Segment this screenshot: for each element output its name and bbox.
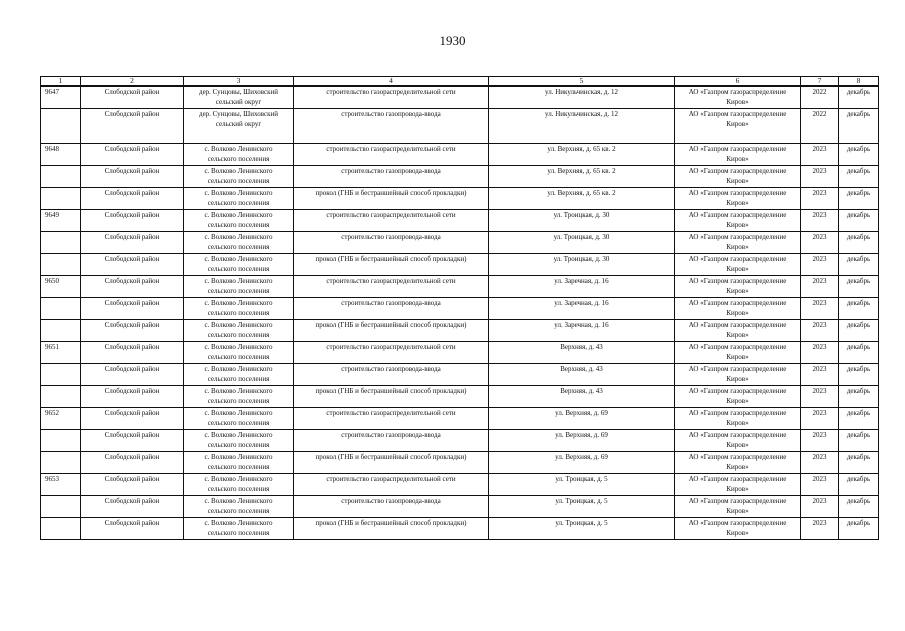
organization-line-1: АО «Газпром газораспределение [688, 431, 787, 439]
settlement-cell [184, 496, 294, 518]
record-number: 9648 [41, 144, 81, 166]
settlement-cell [184, 298, 294, 320]
organization-line-1: АО «Газпром газораспределение [688, 145, 787, 153]
month-cell: декабрь [839, 452, 879, 474]
settlement-line-1: с. Волково Ленинского [204, 497, 273, 505]
organization-line-1: АО «Газпром газораспределение [688, 211, 787, 219]
organization-cell [675, 320, 801, 342]
district-cell: Слободской район [81, 232, 184, 254]
month-cell: декабрь [839, 109, 879, 144]
settlement-line-1: с. Волково Ленинского [204, 431, 273, 439]
district-cell: Слободской район [81, 386, 184, 408]
organization-line-2: Киров» [726, 397, 749, 405]
settlement-line-1: с. Волково Ленинского [204, 255, 273, 263]
year-cell: 2023 [801, 496, 839, 518]
address-cell: ул. Троицкая, д. 5 [489, 474, 675, 496]
settlement-cell [184, 386, 294, 408]
settlement-line-1: с. Волково Ленинского [204, 387, 273, 395]
settlement-cell [184, 320, 294, 342]
work-type-cell: строительство газораспределительной сети [294, 276, 489, 298]
year-cell: 2023 [801, 276, 839, 298]
organization-line-2: Киров» [726, 287, 749, 295]
settlement-line-2: сельского поселения [207, 353, 270, 361]
month-cell: декабрь [839, 430, 879, 452]
year-cell: 2023 [801, 298, 839, 320]
settlement-cell [184, 452, 294, 474]
settlement-line-2: сельского поселения [207, 155, 270, 163]
column-number: 3 [184, 77, 294, 87]
column-number-header-row [41, 77, 879, 87]
organization-cell [675, 166, 801, 188]
organization-cell [675, 342, 801, 364]
settlement-cell [184, 188, 294, 210]
organization-line-2: Киров» [726, 375, 749, 383]
organization-line-1: АО «Газпром газораспределение [688, 299, 787, 307]
work-type-cell: строительство газораспределительной сети [294, 144, 489, 166]
table-row [41, 518, 879, 540]
settlement-line-1: с. Волково Ленинского [204, 475, 273, 483]
table-row [41, 166, 879, 188]
district-cell: Слободской район [81, 452, 184, 474]
organization-cell [675, 452, 801, 474]
year-cell: 2023 [801, 364, 839, 386]
work-type-cell: строительство газопровода-ввода [294, 298, 489, 320]
district-cell: Слободской район [81, 144, 184, 166]
organization-line-2: Киров» [726, 98, 749, 106]
work-type-cell: строительство газопровода-ввода [294, 109, 489, 144]
work-type-cell: строительство газопровода-ввода [294, 496, 489, 518]
address-cell: ул. Троицкая, д. 5 [489, 496, 675, 518]
organization-line-1: АО «Газпром газораспределение [688, 475, 787, 483]
settlement-line-2: сельского поселения [207, 507, 270, 515]
settlement-cell [184, 408, 294, 430]
month-cell: декабрь [839, 364, 879, 386]
record-number: 9647 [41, 86, 81, 109]
organization-line-2: Киров» [726, 441, 749, 449]
settlement-line-1: с. Волково Ленинского [204, 519, 273, 527]
address-cell: ул. Верхняя, д. 65 кв. 2 [489, 166, 675, 188]
record-number [41, 166, 81, 188]
settlement-line-2: сельского поселения [207, 199, 270, 207]
table-row [41, 298, 879, 320]
district-cell: Слободской район [81, 408, 184, 430]
column-number: 1 [41, 77, 81, 87]
table-row [41, 232, 879, 254]
column-number: 2 [81, 77, 184, 87]
record-number: 9652 [41, 408, 81, 430]
month-cell: декабрь [839, 188, 879, 210]
settlement-line-1: с. Волково Ленинского [204, 453, 273, 461]
settlement-line-2: сельского поселения [207, 397, 270, 405]
organization-cell [675, 210, 801, 232]
settlement-line-2: сельского поселения [207, 529, 270, 537]
record-number: 9651 [41, 342, 81, 364]
district-cell: Слободской район [81, 276, 184, 298]
table-row [41, 408, 879, 430]
settlement-line-2: сельского поселения [207, 177, 270, 185]
record-number [41, 109, 81, 144]
year-cell: 2023 [801, 210, 839, 232]
settlement-cell [184, 254, 294, 276]
settlement-line-1: с. Волково Ленинского [204, 167, 273, 175]
address-cell: ул. Верхняя, д. 65 кв. 2 [489, 144, 675, 166]
month-cell: декабрь [839, 320, 879, 342]
year-cell: 2023 [801, 430, 839, 452]
record-number: 9650 [41, 276, 81, 298]
district-cell: Слободской район [81, 298, 184, 320]
organization-cell [675, 430, 801, 452]
organization-line-2: Киров» [726, 331, 749, 339]
table-row [41, 144, 879, 166]
column-number: 7 [801, 77, 839, 87]
district-cell: Слободской район [81, 166, 184, 188]
work-type-cell: строительство газораспределительной сети [294, 86, 489, 109]
settlement-line-2: сельского поселения [207, 265, 270, 273]
record-number [41, 364, 81, 386]
record-number [41, 430, 81, 452]
district-cell: Слободской район [81, 86, 184, 109]
work-type-cell: прокол (ГНБ и бестраншейный способ прокладки) [294, 320, 489, 342]
table-row [41, 386, 879, 408]
year-cell: 2023 [801, 144, 839, 166]
year-cell: 2023 [801, 452, 839, 474]
table-row [41, 254, 879, 276]
table-body [41, 77, 879, 540]
work-type-cell: строительство газопровода-ввода [294, 232, 489, 254]
organization-line-1: АО «Газпром газораспределение [688, 189, 787, 197]
table-row [41, 452, 879, 474]
organization-line-2: Киров» [726, 243, 749, 251]
column-number: 5 [489, 77, 675, 87]
organization-line-1: АО «Газпром газораспределение [688, 277, 787, 285]
record-number [41, 232, 81, 254]
month-cell: декабрь [839, 298, 879, 320]
organization-cell [675, 408, 801, 430]
district-cell: Слободской район [81, 109, 184, 144]
organization-line-2: Киров» [726, 177, 749, 185]
month-cell: декабрь [839, 518, 879, 540]
work-type-cell: строительство газораспределительной сети [294, 408, 489, 430]
settlement-line-2: сельского поселения [207, 441, 270, 449]
settlement-line-1: дер. Сунцовы, Шиховский [199, 110, 278, 118]
address-cell: ул. Верхняя, д. 69 [489, 408, 675, 430]
organization-line-1: АО «Газпром газораспределение [688, 387, 787, 395]
table-row [41, 364, 879, 386]
year-cell: 2023 [801, 408, 839, 430]
organization-line-2: Киров» [726, 419, 749, 427]
record-number [41, 188, 81, 210]
organization-line-1: АО «Газпром газораспределение [688, 497, 787, 505]
year-cell: 2023 [801, 254, 839, 276]
address-cell: Верхняя, д. 43 [489, 342, 675, 364]
organization-line-1: АО «Газпром газораспределение [688, 233, 787, 241]
district-cell: Слободской район [81, 210, 184, 232]
year-cell: 2023 [801, 386, 839, 408]
record-number [41, 496, 81, 518]
settlement-line-1: с. Волково Ленинского [204, 277, 273, 285]
table-row [41, 109, 879, 144]
settlement-cell [184, 474, 294, 496]
organization-line-1: АО «Газпром газораспределение [688, 343, 787, 351]
settlement-line-1: с. Волково Ленинского [204, 233, 273, 241]
year-cell: 2023 [801, 518, 839, 540]
table-row [41, 496, 879, 518]
year-cell: 2022 [801, 109, 839, 144]
work-type-cell: строительство газопровода-ввода [294, 364, 489, 386]
organization-line-1: АО «Газпром газораспределение [688, 409, 787, 417]
organization-line-2: Киров» [726, 485, 749, 493]
address-cell: Верхняя, д. 43 [489, 364, 675, 386]
work-type-cell: строительство газораспределительной сети [294, 210, 489, 232]
year-cell: 2023 [801, 232, 839, 254]
address-cell: ул. Троицкая, д. 30 [489, 210, 675, 232]
month-cell: декабрь [839, 166, 879, 188]
table-row [41, 342, 879, 364]
table-row [41, 188, 879, 210]
district-cell: Слободской район [81, 430, 184, 452]
address-cell: ул. Верхняя, д. 65 кв. 2 [489, 188, 675, 210]
month-cell: декабрь [839, 86, 879, 109]
column-number: 6 [675, 77, 801, 87]
organization-cell [675, 188, 801, 210]
organization-cell [675, 86, 801, 109]
address-cell: ул. Заречная, д. 16 [489, 276, 675, 298]
settlement-cell [184, 518, 294, 540]
column-number: 4 [294, 77, 489, 87]
settlement-cell [184, 364, 294, 386]
settlement-line-2: сельского поселения [207, 419, 270, 427]
settlement-cell [184, 232, 294, 254]
district-cell: Слободской район [81, 474, 184, 496]
address-cell: ул. Никульчинская, д. 12 [489, 86, 675, 109]
settlement-line-2: сельского поселения [207, 287, 270, 295]
year-cell: 2022 [801, 86, 839, 109]
address-cell: ул. Заречная, д. 16 [489, 320, 675, 342]
work-type-cell: прокол (ГНБ и бестраншейный способ прокладки) [294, 386, 489, 408]
settlement-line-1: с. Волково Ленинского [204, 409, 273, 417]
organization-cell [675, 298, 801, 320]
settlement-cell [184, 144, 294, 166]
address-cell: Верхняя, д. 43 [489, 386, 675, 408]
year-cell: 2023 [801, 320, 839, 342]
organization-line-2: Киров» [726, 507, 749, 515]
organization-line-2: Киров» [726, 353, 749, 361]
table-row [41, 210, 879, 232]
settlement-cell [184, 342, 294, 364]
month-cell: декабрь [839, 232, 879, 254]
organization-cell [675, 276, 801, 298]
settlement-line-2: сельский округ [215, 120, 262, 128]
organization-line-2: Киров» [726, 155, 749, 163]
address-cell: ул. Троицкая, д. 30 [489, 232, 675, 254]
settlement-cell [184, 210, 294, 232]
settlement-line-2: сельского поселения [207, 243, 270, 251]
year-cell: 2023 [801, 188, 839, 210]
address-cell: ул. Никульчинская, д. 12 [489, 109, 675, 144]
record-number [41, 298, 81, 320]
organization-cell [675, 474, 801, 496]
record-number: 9653 [41, 474, 81, 496]
address-cell: ул. Троицкая, д. 30 [489, 254, 675, 276]
column-number: 8 [839, 77, 879, 87]
record-number [41, 452, 81, 474]
table-row [41, 430, 879, 452]
district-cell: Слободской район [81, 342, 184, 364]
work-type-cell: строительство газопровода-ввода [294, 430, 489, 452]
work-type-cell: строительство газораспределительной сети [294, 474, 489, 496]
month-cell: декабрь [839, 474, 879, 496]
organization-line-2: Киров» [726, 221, 749, 229]
settlement-line-2: сельского поселения [207, 463, 270, 471]
settlement-line-1: с. Волково Ленинского [204, 365, 273, 373]
organization-cell [675, 144, 801, 166]
organization-line-2: Киров» [726, 120, 749, 128]
organization-line-1: АО «Газпром газораспределение [688, 453, 787, 461]
organization-line-2: Киров» [726, 265, 749, 273]
district-cell: Слободской район [81, 518, 184, 540]
organization-cell [675, 386, 801, 408]
record-number: 9649 [41, 210, 81, 232]
organization-line-2: Киров» [726, 199, 749, 207]
organization-line-2: Киров» [726, 463, 749, 471]
settlement-line-1: с. Волково Ленинского [204, 343, 273, 351]
year-cell: 2023 [801, 342, 839, 364]
organization-line-1: АО «Газпром газораспределение [688, 167, 787, 175]
record-number [41, 320, 81, 342]
organization-line-2: Киров» [726, 309, 749, 317]
settlement-line-2: сельского поселения [207, 485, 270, 493]
organization-cell [675, 518, 801, 540]
settlement-line-1: с. Волково Ленинского [204, 299, 273, 307]
work-type-cell: строительство газопровода-ввода [294, 166, 489, 188]
organization-line-1: АО «Газпром газораспределение [688, 110, 787, 118]
organization-cell [675, 364, 801, 386]
year-cell: 2023 [801, 474, 839, 496]
month-cell: декабрь [839, 144, 879, 166]
settlement-line-1: с. Волково Ленинского [204, 211, 273, 219]
settlement-cell [184, 166, 294, 188]
organization-line-1: АО «Газпром газораспределение [688, 88, 787, 96]
organization-cell [675, 232, 801, 254]
settlement-line-2: сельского поселения [207, 221, 270, 229]
district-cell: Слободской район [81, 188, 184, 210]
settlement-line-2: сельского поселения [207, 375, 270, 383]
address-cell: ул. Верхняя, д. 69 [489, 452, 675, 474]
district-cell: Слободской район [81, 254, 184, 276]
table-row [41, 474, 879, 496]
district-cell: Слободской район [81, 496, 184, 518]
month-cell: декабрь [839, 408, 879, 430]
month-cell: декабрь [839, 276, 879, 298]
table-row [41, 276, 879, 298]
record-number [41, 386, 81, 408]
work-type-cell: прокол (ГНБ и бестраншейный способ прокладки) [294, 254, 489, 276]
settlement-line-2: сельского поселения [207, 309, 270, 317]
address-cell: ул. Троицкая, д. 5 [489, 518, 675, 540]
month-cell: декабрь [839, 342, 879, 364]
table-row [41, 86, 879, 109]
month-cell: декабрь [839, 254, 879, 276]
settlement-cell [184, 86, 294, 109]
year-cell: 2023 [801, 166, 839, 188]
organization-line-1: АО «Газпром газораспределение [688, 255, 787, 263]
address-cell: ул. Верхняя, д. 69 [489, 430, 675, 452]
month-cell: декабрь [839, 496, 879, 518]
district-cell: Слободской район [81, 320, 184, 342]
address-cell: ул. Заречная, д. 16 [489, 298, 675, 320]
record-number [41, 254, 81, 276]
settlement-line-1: с. Волково Ленинского [204, 321, 273, 329]
district-cell: Слободской район [81, 364, 184, 386]
organization-cell [675, 109, 801, 144]
record-number [41, 518, 81, 540]
settlement-line-2: сельского поселения [207, 331, 270, 339]
settlement-line-1: дер. Сунцовы, Шиховский [199, 88, 278, 96]
settlement-line-1: с. Волково Ленинского [204, 189, 273, 197]
organization-line-1: АО «Газпром газораспределение [688, 519, 787, 527]
settlement-cell [184, 276, 294, 298]
organization-line-1: АО «Газпром газораспределение [688, 365, 787, 373]
month-cell: декабрь [839, 386, 879, 408]
registry-table [40, 76, 879, 540]
organization-line-1: АО «Газпром газораспределение [688, 321, 787, 329]
table-row [41, 320, 879, 342]
work-type-cell: строительство газораспределительной сети [294, 342, 489, 364]
work-type-cell: прокол (ГНБ и бестраншейный способ прокладки) [294, 188, 489, 210]
settlement-cell [184, 430, 294, 452]
organization-cell [675, 496, 801, 518]
work-type-cell: прокол (ГНБ и бестраншейный способ прокладки) [294, 518, 489, 540]
page-number: 1930 [439, 33, 466, 48]
organization-cell [675, 254, 801, 276]
work-type-cell: прокол (ГНБ и бестраншейный способ прокладки) [294, 452, 489, 474]
organization-line-2: Киров» [726, 529, 749, 537]
settlement-line-2: сельский округ [215, 98, 262, 106]
settlement-cell [184, 109, 294, 144]
month-cell: декабрь [839, 210, 879, 232]
settlement-line-1: с. Волково Ленинского [204, 145, 273, 153]
